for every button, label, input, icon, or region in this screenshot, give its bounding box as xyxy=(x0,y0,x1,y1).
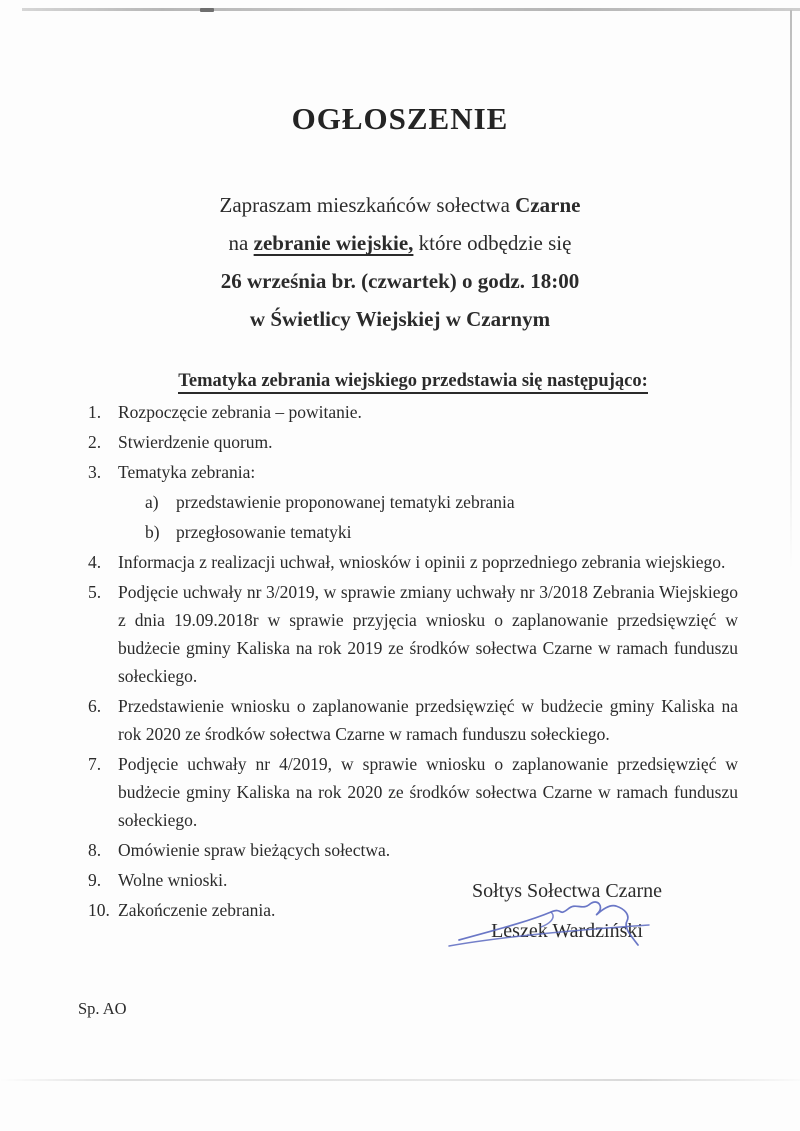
agenda-item-text: przedstawienie proponowanej tematyki zebrania xyxy=(176,492,515,512)
signature-block xyxy=(437,880,697,943)
agenda-item-text: Podjęcie uchwały nr 3/2019, w sprawie zmiany uchwały nr 3/2018 Zebrania Wiejskiego z dnia 19.09.2018r w sprawie przyjęcia wniosku o zaplanowanie przedsięwzięć w budżecie gminy Kaliska na rok 2019 ze środków sołectwa Czarne w ramach funduszu sołeckiego. xyxy=(118,582,738,686)
agenda-item-number: b) xyxy=(145,522,160,542)
agenda-item-text: Wolne wnioski. xyxy=(118,870,228,890)
agenda-item-number: 10. xyxy=(88,900,110,920)
footer-reference: Sp. AO xyxy=(78,999,127,1018)
agenda-list xyxy=(88,398,738,926)
document-title: OGŁOSZENIE xyxy=(291,101,509,136)
agenda-item-number: 7. xyxy=(88,754,102,774)
agenda-item-text: Tematyka zebrania: xyxy=(118,462,256,482)
scan-artifact-blob xyxy=(200,8,214,12)
agenda-item-text: Informacja z realizacji uchwał, wniosków i opinii z poprzedniego zebrania wiejskiego. xyxy=(118,552,726,572)
meeting-datetime: 26 września br. (czwartek) o godz. 18:00 xyxy=(220,269,580,293)
agenda-item-text: Rozpoczęcie zebrania – powitanie. xyxy=(118,402,362,422)
meeting-type-underlined: zebranie wiejskie, xyxy=(253,231,414,255)
agenda-item-number: 4. xyxy=(88,552,102,572)
agenda-heading-text: Tematyka zebrania wiejskiego przedstawia się następująco: xyxy=(178,371,648,394)
agenda-item-text: Omówienie spraw bieżących sołectwa. xyxy=(118,840,391,860)
agenda-item-number: 2. xyxy=(88,432,102,452)
invitation-line-2-post: które odbędzie się xyxy=(413,231,572,255)
invitation-line-2 xyxy=(0,224,800,262)
invitation-line-2-pre: na xyxy=(228,231,254,255)
agenda-item-number: 6. xyxy=(88,696,102,716)
village-name-bold: Czarne xyxy=(515,193,581,217)
handwritten-signature-ink xyxy=(445,894,685,952)
scan-artifact-bottom-line xyxy=(0,1079,800,1081)
agenda-item-text: Przedstawienie wniosku o zaplanowanie przedsięwzięć w budżecie gminy Kaliska na rok 2020 ze środków sołectwa Czarne w ramach funduszu sołeckiego. xyxy=(118,696,738,744)
agenda-item-text: Stwierdzenie quorum. xyxy=(118,432,273,452)
invitation-block xyxy=(0,186,800,338)
agenda-item-4 xyxy=(88,548,738,576)
agenda-item-text: Zakończenie zebrania. xyxy=(118,900,276,920)
invitation-line-1 xyxy=(0,186,800,224)
agenda-item-3 xyxy=(88,458,738,486)
invitation-line-1-text: Zapraszam mieszkańców sołectwa xyxy=(219,193,516,217)
agenda-item-2 xyxy=(88,428,738,456)
agenda-subitem-a xyxy=(88,488,738,516)
meeting-location: w Świetlicy Wiejskiej w Czarnym xyxy=(249,307,551,331)
agenda-item-number: 5. xyxy=(88,582,102,602)
signer-role: Sołtys Sołectwa Czarne xyxy=(472,880,662,902)
agenda-item-6 xyxy=(88,692,738,748)
agenda-item-number: a) xyxy=(145,492,159,512)
agenda-item-number: 3. xyxy=(88,462,102,482)
agenda-item-number: 8. xyxy=(88,840,102,860)
agenda-item-7 xyxy=(88,750,738,834)
agenda-item-text: Podjęcie uchwały nr 4/2019, w sprawie wniosku o zaplanowanie przedsięwzięć w budżecie gminy Kaliska na rok 2020 ze środków sołectwa Czarne w ramach funduszu sołeckiego. xyxy=(118,754,738,830)
agenda-subitem-b xyxy=(88,518,738,546)
agenda-item-number: 9. xyxy=(88,870,102,890)
agenda-heading xyxy=(88,371,738,392)
agenda-item-text: przegłosowanie tematyki xyxy=(176,522,352,542)
scan-artifact-top-line xyxy=(22,8,800,11)
agenda-item-1 xyxy=(88,398,738,426)
agenda-item-5 xyxy=(88,578,738,690)
agenda-item-8 xyxy=(88,836,738,864)
signer-name: Leszek Wardziński xyxy=(491,920,643,942)
agenda-item-number: 1. xyxy=(88,402,102,422)
